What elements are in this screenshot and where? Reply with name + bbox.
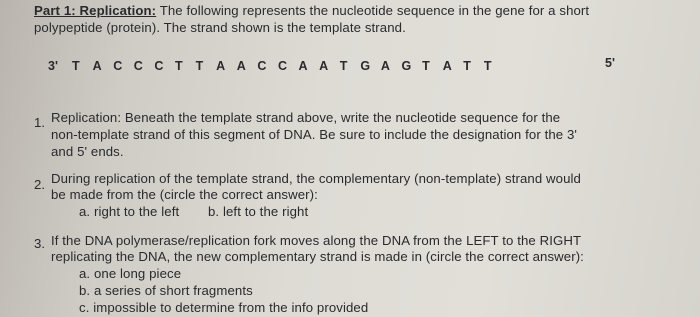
question-2-option-b: b. left to the right: [208, 204, 309, 219]
nucleotide-letter: A: [236, 59, 246, 73]
intro-line-2: polypeptide (protein). The strand shown is the template strand.: [34, 20, 406, 35]
question-3-option-c: c. impossible to determine from the info provided: [79, 300, 369, 315]
question-2-option-a: a. right to the left: [79, 204, 180, 219]
question-1-number: 1.: [34, 115, 46, 130]
nucleotide-letter: A: [92, 59, 102, 73]
nucleotide-letter: A: [298, 59, 308, 73]
question-1-line-1: Replication: Beneath the template strand above, write the nucleotide sequence for the: [51, 110, 561, 125]
nucleotide-letter: T: [483, 59, 492, 73]
question-3-line-1: If the DNA polymerase/replication fork moves along the DNA from the LEFT to the RIGHT: [51, 233, 582, 248]
question-2-line-1: During replication of the template strand, the complementary (non-template) strand would: [51, 171, 581, 186]
nucleotide-letter: A: [319, 59, 329, 73]
nucleotide-letter: G: [401, 59, 412, 73]
nucleotide-letter: C: [257, 59, 267, 73]
nucleotide-letter: T: [72, 59, 80, 73]
sequence-5-prime-end: 5': [605, 56, 616, 70]
nucleotide-letter: T: [463, 59, 471, 73]
nucleotide-letter: T: [422, 59, 430, 73]
intro-line-1: [34, 3, 589, 18]
sequence-3-prime-end: 3': [48, 59, 59, 73]
question-2-line-2: be made from the (circle the correct answer):: [51, 187, 318, 202]
question-3-option-b: b. a series of short fragments: [79, 283, 253, 298]
nucleotide-letter: T: [174, 59, 183, 73]
intro-text-1: The following represents the nucleotide sequence in the gene for a short: [159, 3, 590, 18]
question-3-option-a: a. one long piece: [79, 266, 182, 281]
template-strand-sequence: [72, 59, 602, 73]
question-2-number: 2.: [34, 177, 46, 192]
question-3-line-2: replicating the DNA, the new complementary strand is made in (circle the correct answer):: [51, 249, 584, 264]
nucleotide-letter: C: [277, 59, 287, 73]
nucleotide-letter: C: [154, 59, 164, 73]
question-1-line-2: non-template strand of this segment of DNA. Be sure to include the designation for the 3': [51, 127, 578, 142]
question-3-number: 3.: [34, 236, 46, 251]
nucleotide-letter: G: [360, 59, 371, 73]
nucleotide-letter: A: [442, 59, 452, 73]
nucleotide-letter: A: [380, 59, 390, 73]
part-label: Part 1: Replication:: [34, 3, 157, 18]
nucleotide-letter: T: [339, 59, 348, 73]
nucleotide-letter: A: [216, 59, 226, 73]
nucleotide-letter: C: [133, 59, 143, 73]
question-1-line-3: and 5' ends.: [51, 144, 124, 159]
nucleotide-letter: C: [113, 59, 123, 73]
nucleotide-letter: T: [195, 59, 204, 73]
